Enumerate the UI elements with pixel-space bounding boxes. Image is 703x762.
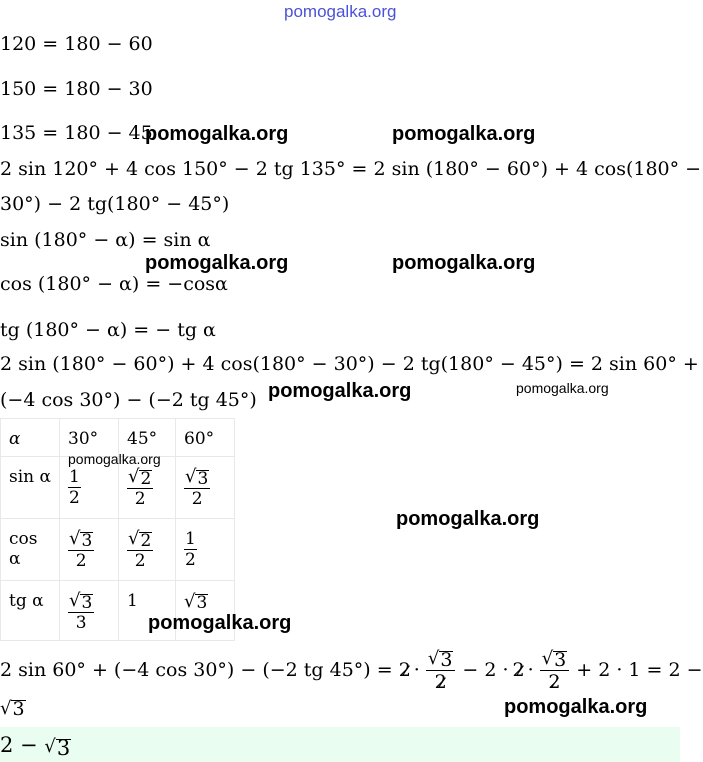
watermark: pomogalka.org [396,508,540,530]
final-lhs: 2 sin 60° + (−4 cos 30°) − (−2 tg 45°) = [0,659,393,681]
watermark: pomogalka.org [145,123,289,145]
equation-120: 120 = 180 − 60 [0,33,153,55]
watermark: pomogalka.org [392,252,536,274]
watermark: pomogalka.org [268,380,412,402]
header-30: 30° [68,429,99,449]
header-45: 45° [127,429,158,449]
substitution-line-1: 2 sin (180° − 60°) + 4 cos(180° − 30°) − 2 tg(180° − 45°) = 2 sin 60° + [0,353,699,375]
table-row [1,519,235,581]
tg30-value: √ 3 3 [69,590,93,633]
sin45-value: √ 2 2 [128,466,152,509]
fraction-sqrt3-over-2: √ 3 2 [540,647,570,693]
minus-two: − 2 · [462,659,509,681]
cos30-value: √ 3 2 [69,528,93,571]
cos60-value: $\frac{1}{2}$ [185,529,196,570]
header-60: 60° [184,429,215,449]
cancelled-two: 2 [513,645,525,695]
final-computation [0,645,703,695]
equation-150: 150 = 180 − 30 [0,78,153,100]
cos45-value: √ 2 2 [128,528,152,571]
identity-sin: sin (180° − α) = sin α [0,229,211,251]
dot: · [527,659,534,681]
watermark: pomogalka.org [516,380,609,396]
site-link[interactable]: pomogalka.org [284,2,397,21]
answer-box [0,727,680,762]
equation-135: 135 = 180 − 45 [0,122,153,144]
tg45-value: 1 [127,591,138,611]
cancelled-two: 2 [399,645,411,695]
final-sqrt3: √ 3 [0,698,25,720]
expression-line-1: 2 sin 120° + 4 cos 150° − 2 tg 135° = 2 sin (180° − 60°) + 4 cos(180° − [0,158,702,180]
watermark: pomogalka.org [504,696,648,718]
sin60-value: √ 3 2 [185,466,209,509]
sin30-value: $\frac{1}{2}$ [69,467,80,508]
identity-tg: tg (180° − α) = − tg α [0,319,216,341]
identity-cos: cos (180° − α) = −cosα [0,273,228,295]
row-label-cos: cos α [9,529,38,569]
answer-value: 2 − √ 3 [0,733,71,760]
watermark: pomogalka.org [392,123,536,145]
row-label-tg: tg α [9,591,44,611]
watermark: pomogalka.org [148,612,292,634]
watermark: pomogalka.org [145,252,289,274]
fraction-sqrt3-over-2: √ 3 2 [426,647,456,693]
tg60-value: √ 3 [184,591,208,613]
watermark: pomogalka.org [68,451,161,467]
expression-line-2: 30°) − 2 tg(180° − 45°) [0,193,230,215]
final-tail: + 2 · 1 = 2 − [576,659,703,681]
dot: · [413,659,420,681]
header-alpha: α [9,429,21,449]
row-label-sin: sin α [9,467,51,487]
substitution-line-2: (−4 cos 30°) − (−2 tg 45°) [0,389,257,411]
